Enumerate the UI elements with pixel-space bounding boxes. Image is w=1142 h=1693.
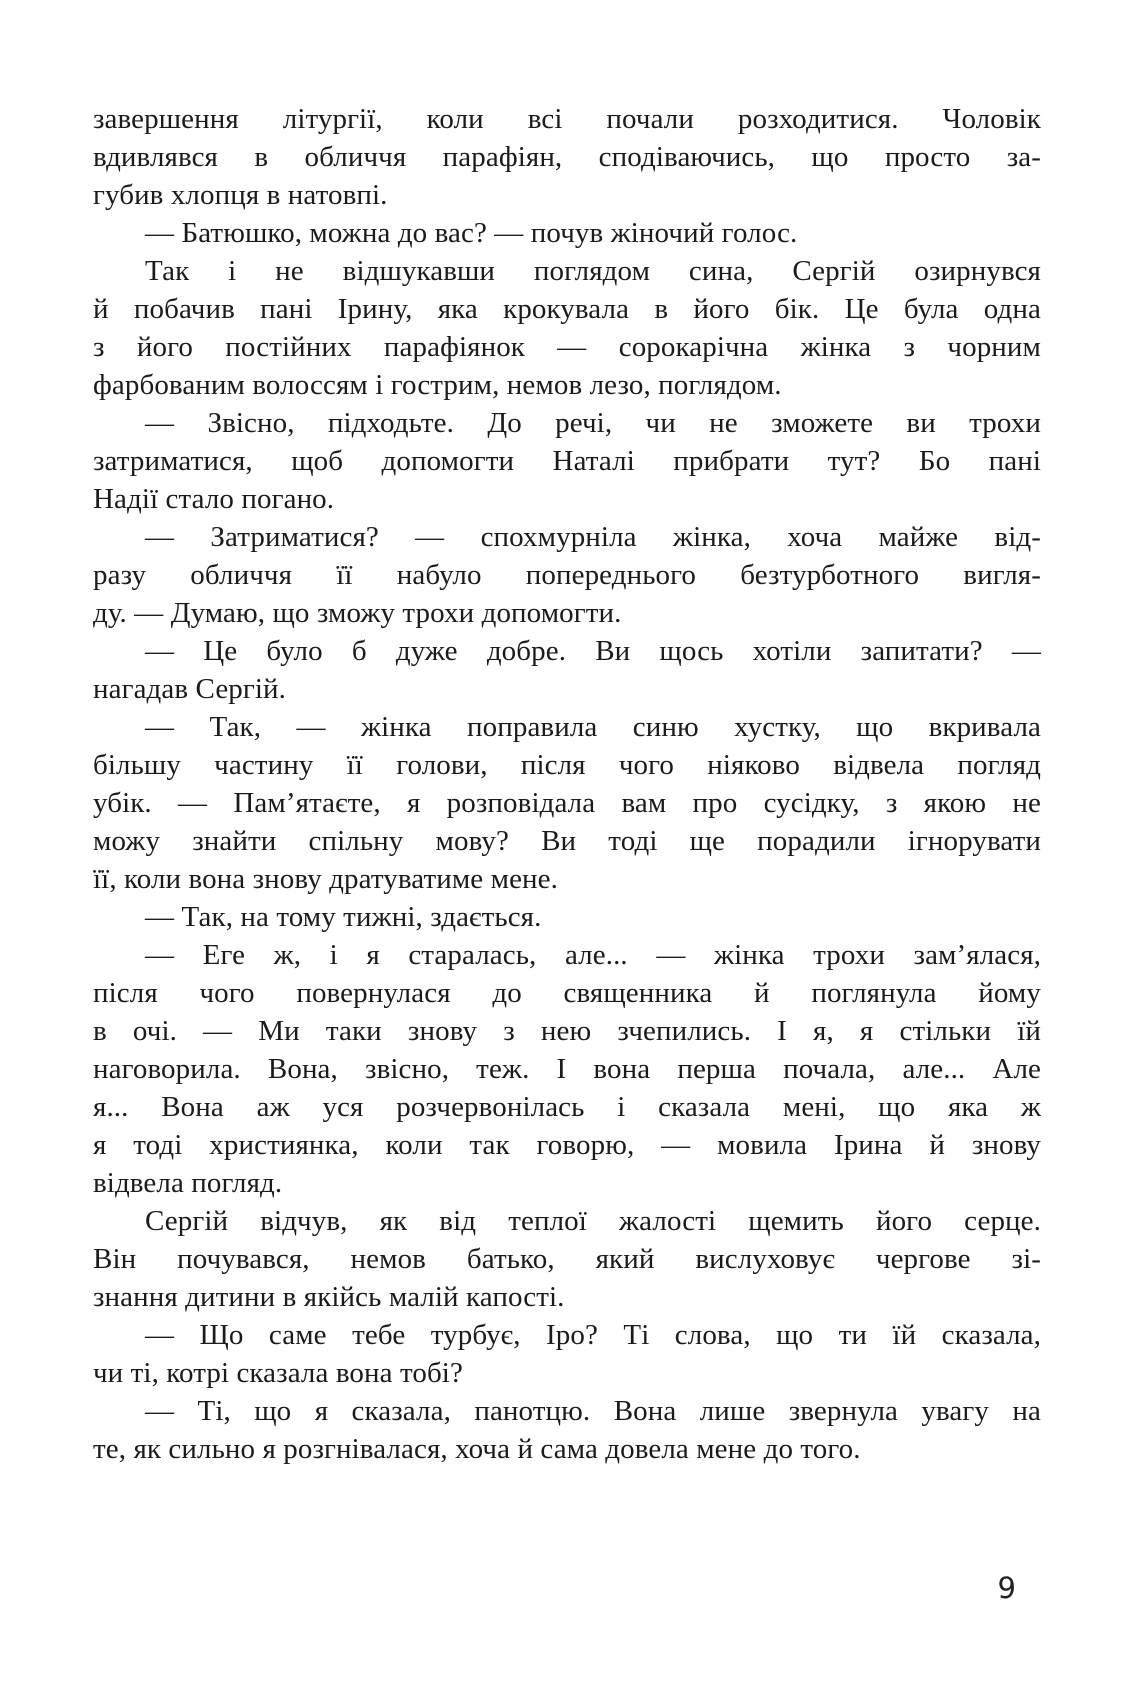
text-line: Так і не відшукавши поглядом сина, Сергій озирнувся [145,255,1041,287]
text-line: ду. — Думаю, що зможу трохи допомогти. [93,597,622,629]
paragraph [93,936,1041,1202]
text-line: вдивлявся в обличчя парафіян, сподіваючись, що просто за- [93,141,1041,173]
body-text [93,100,1041,1468]
paragraph [93,1202,1041,1316]
text-line: знання дитини в якійсь малій капості. [93,1281,565,1313]
text-line: чи ті, котрі сказала вона тобі? [93,1357,463,1389]
text-line: губив хлопця в натовпі. [93,179,388,211]
text-line: в очі. — Ми таки знову з нею зчепились. І я, я стільки їй [93,1015,1041,1047]
text-line: я тоді християнка, коли так говорю, — мовила Ірина й знову [93,1129,1041,1161]
text-line: з його постійних парафіянок — сорокарічна жінка з чорним [93,331,1041,363]
text-line: затриматися, щоб допомогти Наталі прибрати тут? Бо пані [93,445,1041,477]
text-line: Сергій відчув, як від теплої жалості щемить його серце. [145,1205,1041,1237]
paragraph [93,214,1041,252]
text-line: — Що саме тебе турбує, Іро? Ті слова, що ти їй сказала, [145,1319,1041,1351]
text-line: те, як сильно я розгнівалася, хоча й сама довела мене до того. [93,1433,861,1465]
text-line: фарбованим волоссям і гострим, немов лезо, поглядом. [93,369,782,401]
text-line: — Так, на тому тижні, здається. [145,901,542,933]
text-line: — Затриматися? — спохмурніла жінка, хоча майже від- [145,521,1041,553]
text-line: відвела погляд. [93,1167,283,1199]
text-line: нагадав Сергій. [93,673,287,705]
text-line: й побачив пані Ірину, яка крокувала в його бік. Це була одна [93,293,1041,325]
text-line: — Батюшко, можна до вас? — почув жіночий голос. [145,217,798,249]
text-line: можу знайти спільну мову? Ви тоді ще порадили ігнорувати [93,825,1041,857]
text-line: більшу частину її голови, після чого ніяково відвела погляд [93,749,1041,781]
text-line: убік. — Пам’ятаєте, я розповідала вам про сусідку, з якою не [93,787,1041,819]
page-number: 9 [997,1571,1016,1605]
paragraph [93,898,1041,936]
text-line: завершення літургії, коли всі почали розходитися. Чоловік [93,103,1041,135]
text-line: — Так, — жінка поправила синю хустку, що вкривала [145,711,1041,743]
paragraph [93,1392,1041,1468]
text-line: її, коли вона знову дратуватиме мене. [93,863,558,895]
paragraph [93,252,1041,404]
text-line: — Еге ж, і я старалась, але... — жінка трохи зам’ялася, [145,939,1041,971]
paragraph [93,1316,1041,1392]
text-line: після чого повернулася до священника й поглянула йому [93,977,1041,1009]
text-line: я... Вона аж уся розчервонілась і сказала мені, що яка ж [93,1091,1041,1123]
text-line: наговорила. Вона, звісно, теж. І вона перша почала, але... Але [93,1053,1041,1085]
paragraph [93,404,1041,518]
paragraph [93,100,1041,214]
text-line: Він почувався, немов батько, який вислуховує чергове зі- [93,1243,1041,1275]
text-line: разу обличчя її набуло попереднього безтурботного вигля- [93,559,1041,591]
paragraph [93,708,1041,898]
paragraph [93,518,1041,632]
paragraph [93,632,1041,708]
text-line: Надії стало погано. [93,483,335,515]
text-line: — Ті, що я сказала, панотцю. Вона лише звернула увагу на [145,1395,1041,1427]
text-line: — Звісно, підходьте. До речі, чи не зможете ви трохи [145,407,1041,439]
text-line: — Це було б дуже добре. Ви щось хотіли запитати? — [145,635,1041,667]
